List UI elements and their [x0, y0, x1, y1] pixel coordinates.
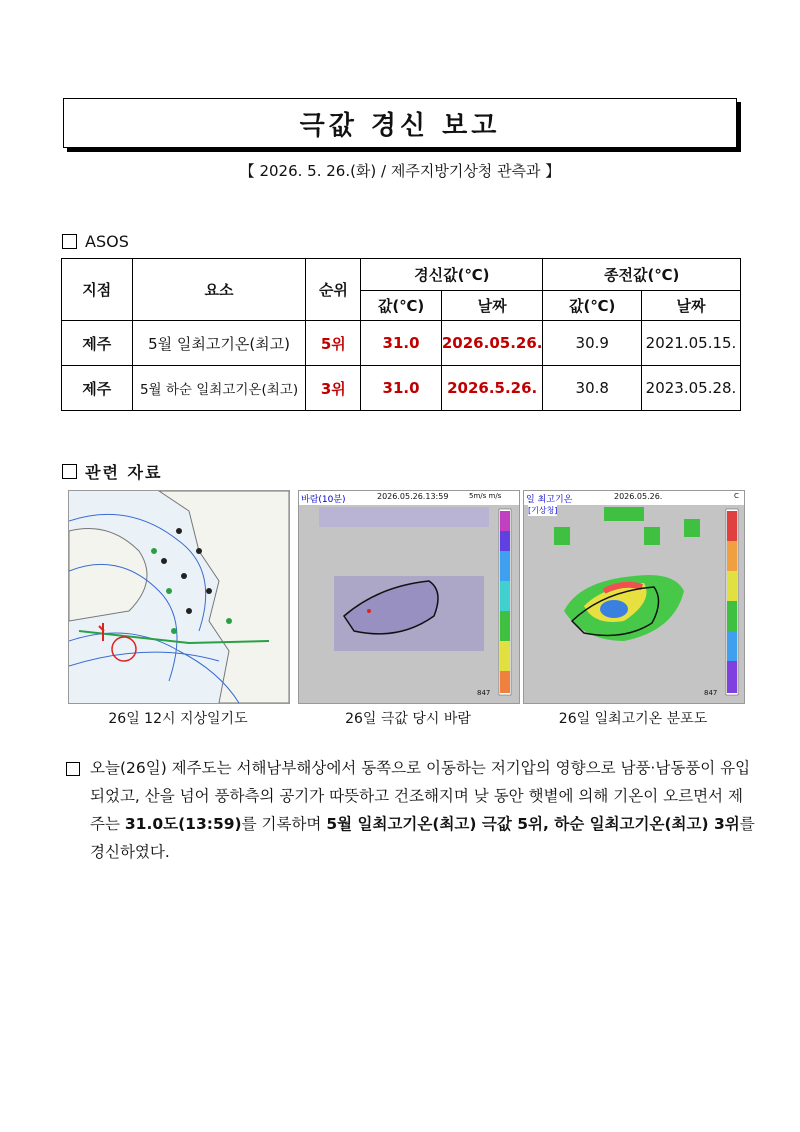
wind-map-timestamp: 2026.05.26.13:59	[377, 492, 449, 501]
figure-caption-surface-map: 26일 12시 지상일기도	[108, 711, 248, 727]
cell-old-value: 30.8	[543, 366, 642, 411]
report-title: 극값 경신 보고	[299, 110, 501, 141]
cell-station: 제주	[62, 321, 133, 366]
table-row	[62, 366, 741, 411]
asos-section-heading	[62, 232, 129, 251]
summary-text-part2: 를 기록하며	[241, 815, 327, 833]
cell-new-value: 31.0	[361, 366, 442, 411]
related-section-label: 관련 자료	[85, 463, 163, 482]
cell-station: 제주	[62, 366, 133, 411]
temp-map-corner-label: 847	[704, 689, 718, 697]
header-new-date: 날짜	[441, 291, 543, 321]
asos-section-label: ASOS	[85, 232, 129, 251]
header-new-value-group: 경신값(℃)	[361, 259, 543, 291]
table-row	[62, 321, 741, 366]
max-temperature-map-figure	[523, 490, 745, 704]
wind-map-image	[299, 491, 519, 703]
wind-map-figure	[298, 490, 520, 704]
checkbox-square-icon	[62, 234, 77, 249]
temp-map-timestamp: 2026.05.26.	[614, 492, 663, 501]
cell-old-value: 30.9	[543, 321, 642, 366]
wind-map-label: 바람(10분)	[301, 495, 346, 505]
header-new-value: 값(℃)	[361, 291, 442, 321]
summary-text-bold1: 31.0도(13:59)	[124, 815, 242, 833]
header-station: 지점	[62, 259, 133, 321]
wind-map-corner-label: 847	[477, 689, 491, 697]
related-section-heading	[62, 460, 162, 483]
kma-badge: [기상청]	[528, 506, 558, 515]
asos-table	[61, 258, 741, 411]
temp-map-unit: C	[734, 492, 739, 500]
header-old-date: 날짜	[642, 291, 741, 321]
cell-rank: 3위	[306, 366, 361, 411]
summary-paragraph	[66, 754, 756, 866]
cell-element: 5월 일최고기온(최고)	[132, 321, 306, 366]
cell-rank: 5위	[306, 321, 361, 366]
cell-new-value: 31.0	[361, 321, 442, 366]
summary-text-bold2: 5월 일최고기온(최고) 극값 5위, 하순 일최고기온(최고) 3위	[326, 815, 740, 833]
surface-weather-map-image	[69, 491, 289, 703]
wind-map-unit: 5m/s m/s	[469, 492, 502, 500]
figure-caption-max-temp: 26일 일최고기온 분포도	[558, 711, 708, 727]
summary-text-part3: 를 경신하였다.	[90, 815, 755, 861]
checkbox-square-icon	[62, 464, 77, 479]
summary-text	[90, 754, 756, 866]
checkbox-square-icon	[66, 762, 80, 776]
max-temperature-map-image	[524, 491, 744, 703]
cell-old-date: 2023.05.28.	[642, 366, 741, 411]
temp-map-label: 일 최고기온	[526, 495, 573, 505]
summary-text-part1: 오늘(26일) 제주도는 서해남부해상에서 동쪽으로 이동하는 저기압의 영향으로 남풍·남동풍이 유입되었고, 산을 넘어 풍하측의 공기가 따뜻하고 건조해지며 낮 동안 햇볕에 의해 기온이 오르면서 제주는	[90, 759, 751, 833]
header-old-value-group: 종전값(℃)	[543, 259, 741, 291]
report-title-box	[63, 98, 737, 148]
header-old-value: 값(℃)	[543, 291, 642, 321]
header-rank: 순위	[306, 259, 361, 321]
surface-weather-map-figure	[68, 490, 290, 704]
cell-new-date: 2026.5.26.	[441, 366, 543, 411]
cell-element: 5월 하순 일최고기온(최고)	[132, 366, 306, 411]
figure-caption-wind: 26일 극값 당시 바람	[345, 711, 471, 727]
header-element: 요소	[132, 259, 306, 321]
report-subtitle: 【 2026. 5. 26.(화) / 제주지방기상청 관측과 】	[239, 162, 561, 180]
cell-new-date: 2026.05.26.	[441, 321, 543, 366]
cell-old-date: 2021.05.15.	[642, 321, 741, 366]
